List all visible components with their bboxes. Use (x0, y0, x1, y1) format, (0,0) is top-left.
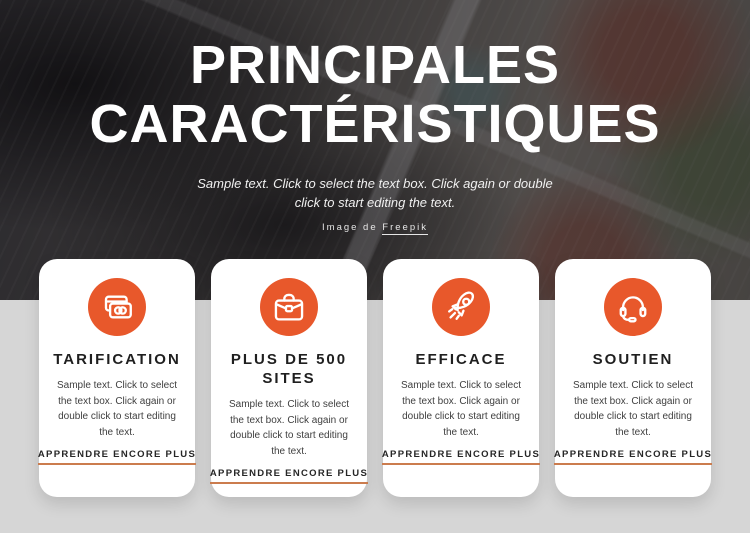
rocket-icon (439, 285, 483, 329)
headset-icon (611, 285, 655, 329)
feature-card-tarification (39, 259, 195, 497)
title-line-2: CARACTÉRISTIQUES (89, 93, 661, 154)
card-title: EFFICACE (415, 351, 507, 368)
card-title: SOUTIEN (592, 351, 674, 368)
feature-card-efficace (383, 259, 539, 497)
title-line-1: PRINCIPALES (189, 35, 561, 95)
learn-more-link[interactable]: APPRENDRE ENCORE PLUS (210, 468, 368, 484)
freepik-link[interactable]: Freepik (382, 222, 428, 234)
card-title: PLUS DE 500 SITES (230, 351, 348, 388)
feature-card-soutien (555, 259, 711, 497)
icon-circle (88, 278, 146, 336)
briefcase-icon (267, 285, 311, 329)
learn-more-link[interactable]: APPRENDRE ENCORE PLUS (38, 449, 196, 465)
card-title: TARIFICATION (53, 351, 181, 368)
card-body-text: Sample text. Click to select the text box. Click again or double click to start editing the text. (400, 380, 522, 438)
image-attribution (0, 222, 750, 233)
icon-circle (604, 278, 662, 336)
icon-circle (432, 278, 490, 336)
icon-circle (260, 278, 318, 336)
learn-more-link[interactable]: APPRENDRE ENCORE PLUS (382, 449, 540, 465)
feature-card-sites (211, 259, 367, 497)
hero-content (0, 0, 750, 233)
card-body-text: Sample text. Click to select the text box. Click again or double click to start editing the text. (56, 380, 178, 438)
card-body-text: Sample text. Click to select the text box. Click again or double click to start editing the text. (228, 399, 350, 457)
card-body-text: Sample text. Click to select the text box. Click again or double click to start editing the text. (572, 380, 694, 438)
attribution-text: Image de (322, 222, 378, 234)
hero-subtitle: Sample text. Click to select the text box. Click again or double click to start editing the text. (197, 175, 553, 211)
credit-cards-icon (95, 285, 139, 329)
features-row (0, 259, 750, 497)
page-title (0, 36, 750, 154)
learn-more-link[interactable]: APPRENDRE ENCORE PLUS (554, 449, 712, 465)
